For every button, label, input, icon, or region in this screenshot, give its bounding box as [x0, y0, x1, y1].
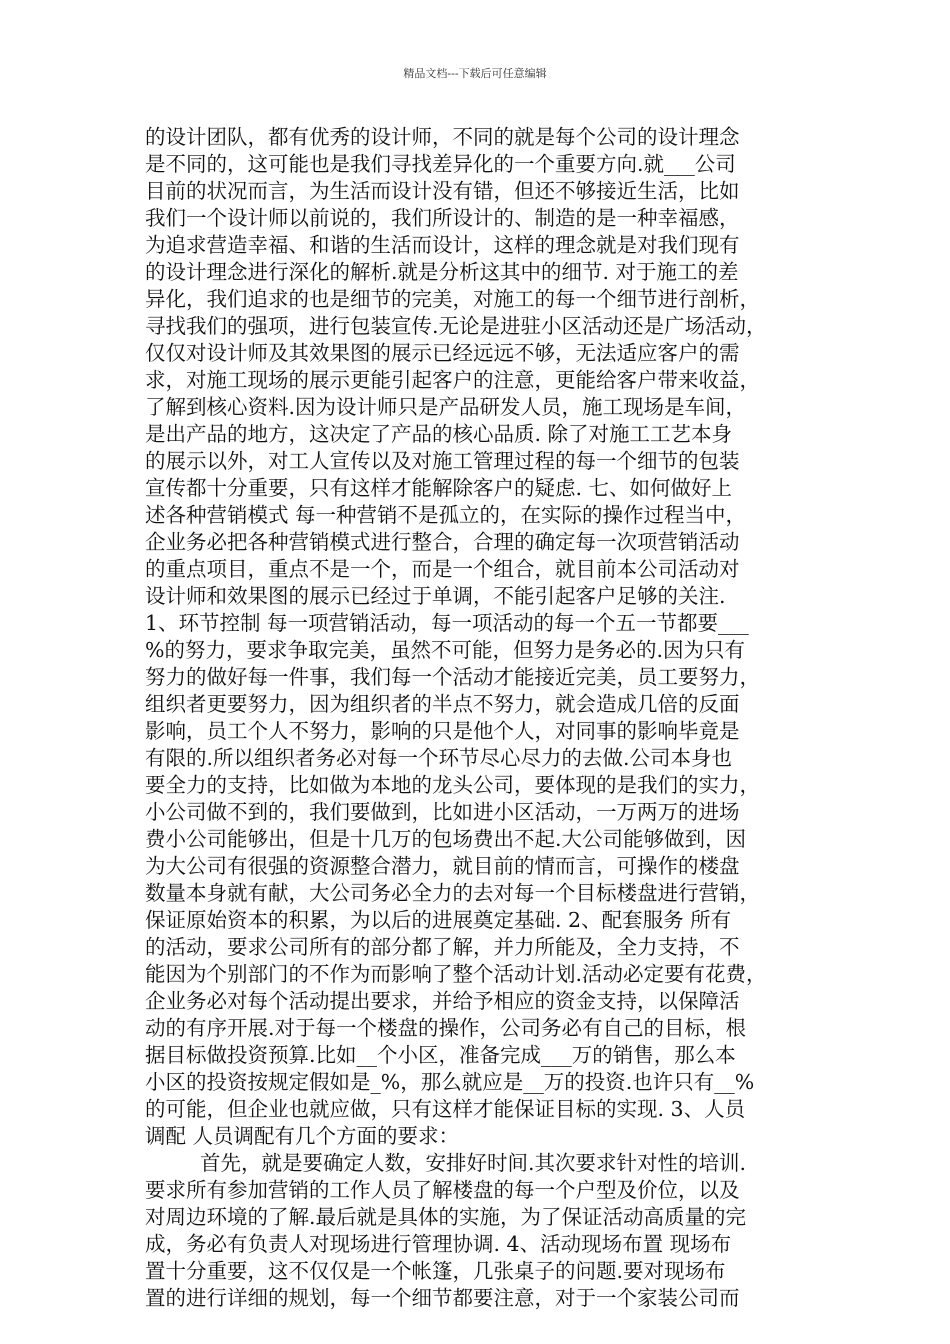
text-line: 据目标做投资预算.比如__个小区，准备完成___万的销售，那么本: [145, 1043, 736, 1067]
text-line: 的展示以外，对工人宣传以及对施工管理过程的每一个细节的包装: [145, 449, 740, 473]
text-line: 组织者更要努力，因为组织者的半点不努力，就会造成几倍的反面: [145, 692, 740, 716]
text-line: 寻找我们的强项，进行包装宣传.无论是进驻小区活动还是广场活动，: [145, 314, 767, 338]
text-line: 是不同的，这可能也是我们寻找差异化的一个重要方向.就___公司: [145, 152, 736, 176]
text-line: 仅仅对设计师及其效果图的展示已经远远不够，无法适应客户的需: [145, 341, 740, 365]
text-line: 目前的状况而言，为生活而设计没有错，但还不够接近生活，比如: [145, 179, 740, 203]
text-line: 为追求营造幸福、和谐的生活而设计，这样的理念就是对我们现有: [145, 233, 740, 257]
text-line: 的活动，要求公司所有的部分都了解，并力所能及，全力支持，不: [145, 935, 740, 959]
text-line: 小公司做不到的，我们要做到，比如进小区活动，一万两万的进场: [145, 800, 740, 824]
text-line: 的设计理念进行深化的解析.就是分析这其中的细节. 对于施工的差: [145, 260, 739, 284]
text-line: 影响，员工个人不努力，影响的只是他个人，对同事的影响毕竟是: [145, 719, 740, 743]
text-line: 为大公司有很强的资源整合潜力，就目前的情而言，可操作的楼盘: [145, 854, 740, 878]
text-line: 对周边环境的了解.最后就是具体的实施，为了保证活动高质量的完: [145, 1205, 747, 1229]
text-line: 是出产品的地方，这决定了产品的核心品质. 除了对施工工艺本身: [145, 422, 733, 446]
page-header: 精品文档---下载后可任意编辑: [403, 67, 547, 80]
text-line: 的可能，但企业也就应做，只有这样才能保证目标的实现. 3、人员: [145, 1097, 746, 1121]
text-line: 保证原始资本的积累，为以后的进展奠定基础. 2、配套服务 所有: [145, 908, 732, 932]
text-line: 企业务必把各种营销模式进行整合，合理的确定每一次项营销活动: [145, 530, 740, 554]
text-line: 置十分重要，这不仅仅是一个帐篷，几张桌子的问题.要对现场布: [145, 1259, 726, 1283]
text-line: 的设计团队，都有优秀的设计师，不同的就是每个公司的设计理念: [145, 125, 740, 149]
paragraph-first-line: 首先，就是要确定人数，安排好时间.其次要求针对性的培训.: [200, 1151, 747, 1175]
text-line: 宣传都十分重要，只有这样才能解除客户的疑虑. 七、如何做好上: [145, 476, 733, 500]
text-line: 置的进行详细的规划，每一个细节都要注意，对于一个家装公司而: [145, 1286, 740, 1310]
text-line: 企业务必对每个活动提出要求，并给予相应的资金支持，以保障活: [145, 989, 740, 1013]
text-line: 了解到核心资料.因为设计师只是产品研发人员，施工现场是车间，: [145, 395, 747, 419]
text-line: 费小公司能够出，但是十几万的包场费出不起.大公司能够做到，因: [145, 827, 747, 851]
text-line: 努力的做好每一件事，我们每一个活动才能接近完美，员工要努力，: [145, 665, 760, 689]
text-line: %的努力，要求争取完美，虽然不可能，但努力是务必的.因为只有: [145, 638, 745, 662]
text-line: 成，务必有负责人对现场进行管理协调. 4、活动现场布置 现场布: [145, 1232, 732, 1256]
text-line: 小区的投资按规定假如是_%，那么就应是__万的投资.也许只有__%: [145, 1070, 755, 1094]
text-line: 1、环节控制 每一项营销活动，每一项活动的每一个五一节都要___: [145, 611, 749, 635]
text-line: 有限的.所以组织者务必对每一个环节尽心尽力的去做.公司本身也: [145, 746, 733, 770]
document-body: [145, 124, 815, 1312]
text-line: 要全力的支持，比如做为本地的龙头公司，要体现的是我们的实力，: [145, 773, 760, 797]
text-line: 求，对施工现场的展示更能引起客户的注意，更能给客户带来收益，: [145, 368, 760, 392]
text-line: 能因为个别部门的不作为而影响了整个活动计划.活动必定要有花费，: [145, 962, 767, 986]
text-line: 要求所有参加营销的工作人员了解楼盘的每一个户型及价位，以及: [145, 1178, 740, 1202]
text-line: 动的有序开展.对于每一个楼盘的操作，公司务必有自己的目标，根: [145, 1016, 747, 1040]
text-line: 的重点项目，重点不是一个，而是一个组合，就目前本公司活动对: [145, 557, 740, 581]
text-line: 数量本身就有献，大公司务必全力的去对每一个目标楼盘进行营销，: [145, 881, 760, 905]
text-line: 设计师和效果图的展示已经过于单调，不能引起客户足够的关注.: [145, 584, 726, 608]
text-line: 我们一个设计师以前说的，我们所设计的、制造的是一种幸福感，: [145, 206, 740, 230]
text-line: 调配 人员调配有几个方面的要求：: [145, 1124, 460, 1148]
text-line: 述各种营销模式 每一种营销不是孤立的，在实际的操作过程当中，: [145, 503, 747, 527]
text-line: 异化，我们追求的也是细节的完美，对施工的每一个细节进行剖析，: [145, 287, 760, 311]
